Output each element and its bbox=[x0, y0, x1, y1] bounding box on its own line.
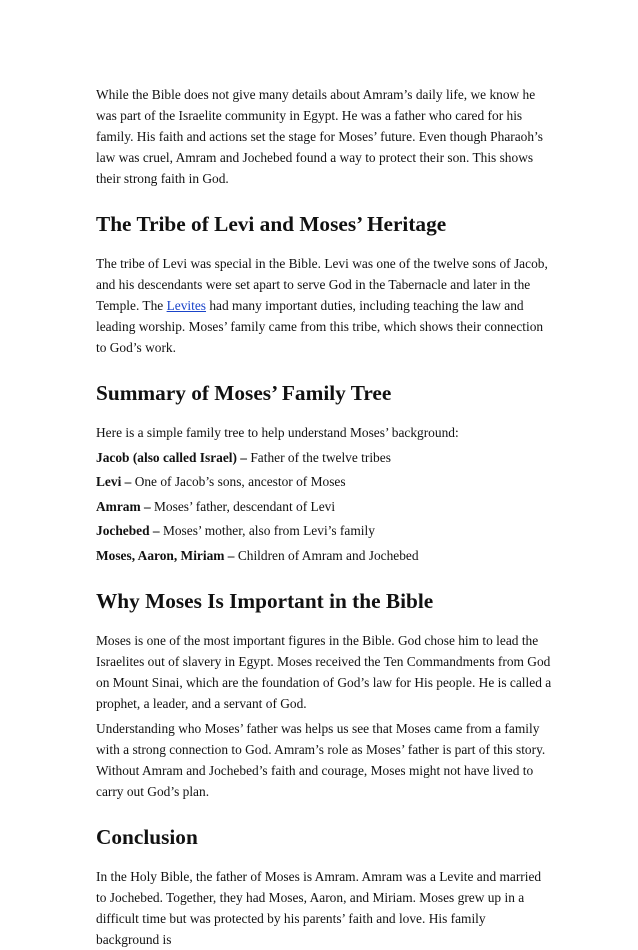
tree-desc: Moses’ father, descendant of Levi bbox=[150, 498, 336, 514]
tree-desc: Father of the twelve tribes bbox=[247, 449, 391, 465]
list-item bbox=[96, 496, 552, 517]
conclusion-paragraph: In the Holy Bible, the father of Moses is Amram. Amram was a Levite and married to Jochebed. Together, they had Moses, Aaron, and Miriam. Moses grew up in a difficult time but was protected by his parents’ faith and love. His family background is bbox=[96, 868, 542, 947]
levites-link[interactable]: Levites bbox=[166, 298, 207, 313]
tree-desc: Children of Amram and Jochebed bbox=[234, 547, 419, 563]
importance-paragraph-1: Moses is one of the most important figures in the Bible. God chose him to lead the Israelites out of slavery in Egypt. Moses received the Ten Commandments from God on Mount Sinai, which are the foundation of God’s law for His people. He is called a prophet, a leader, and a servant of God. bbox=[96, 632, 552, 711]
levi-text-after-link: had many important duties, including teaching the law and leading worship. Moses’ family came from this tribe, which shows their connection to God’s work. bbox=[96, 298, 544, 355]
levi-text-before-link: The tribe of Levi was special in the Bible. Levi was one of the twelve sons of Jacob, and his descendants were set apart to serve God in the Tabernacle and later in the Temple. The bbox=[96, 256, 548, 313]
list-item bbox=[96, 447, 552, 468]
importance-paragraph-2: Understanding who Moses’ father was helps us see that Moses came from a family with a strong connection to God. Amram’s role as Moses’ father is part of this story. Without Amram and Jochebed’s faith and courage, Moses might not have lived to carry out God’s plan. bbox=[96, 720, 546, 799]
heading-importance: Why Moses Is Important in the Bible bbox=[96, 588, 434, 613]
tree-desc: Moses’ mother, also from Levi’s family bbox=[159, 523, 375, 538]
list-item bbox=[96, 545, 552, 566]
tree-name: Amram – bbox=[96, 498, 151, 514]
levi-paragraph bbox=[96, 253, 552, 358]
list-item bbox=[96, 520, 552, 541]
heading-levi: The Tribe of Levi and Moses’ Heritage bbox=[96, 212, 447, 236]
tree-desc: One of Jacob’s sons, ancestor of Moses bbox=[131, 474, 346, 489]
heading-family-tree: Summary of Moses’ Family Tree bbox=[96, 381, 392, 405]
tree-name: Jacob (also called Israel) – bbox=[96, 449, 247, 465]
tree-name: Jochebed – bbox=[96, 523, 160, 538]
list-item bbox=[96, 471, 552, 492]
tree-name: Moses, Aaron, Miriam – bbox=[96, 547, 235, 563]
intro-paragraph: While the Bible does not give many details about Amram’s daily life, we know he was part of the Israelite community in Egypt. He was a father who cared for his family. His faith and actions set the stage for Moses’ future. Even though Pharaoh’s law was cruel, Amram and Jochebed found a way to protect their son. This shows their strong faith in God. bbox=[96, 87, 543, 186]
family-tree-list bbox=[96, 447, 552, 566]
family-tree-intro: Here is a simple family tree to help understand Moses’ background: bbox=[96, 425, 459, 440]
heading-conclusion: Conclusion bbox=[96, 824, 198, 849]
tree-name: Levi – bbox=[96, 474, 132, 489]
document-body bbox=[96, 84, 552, 950]
